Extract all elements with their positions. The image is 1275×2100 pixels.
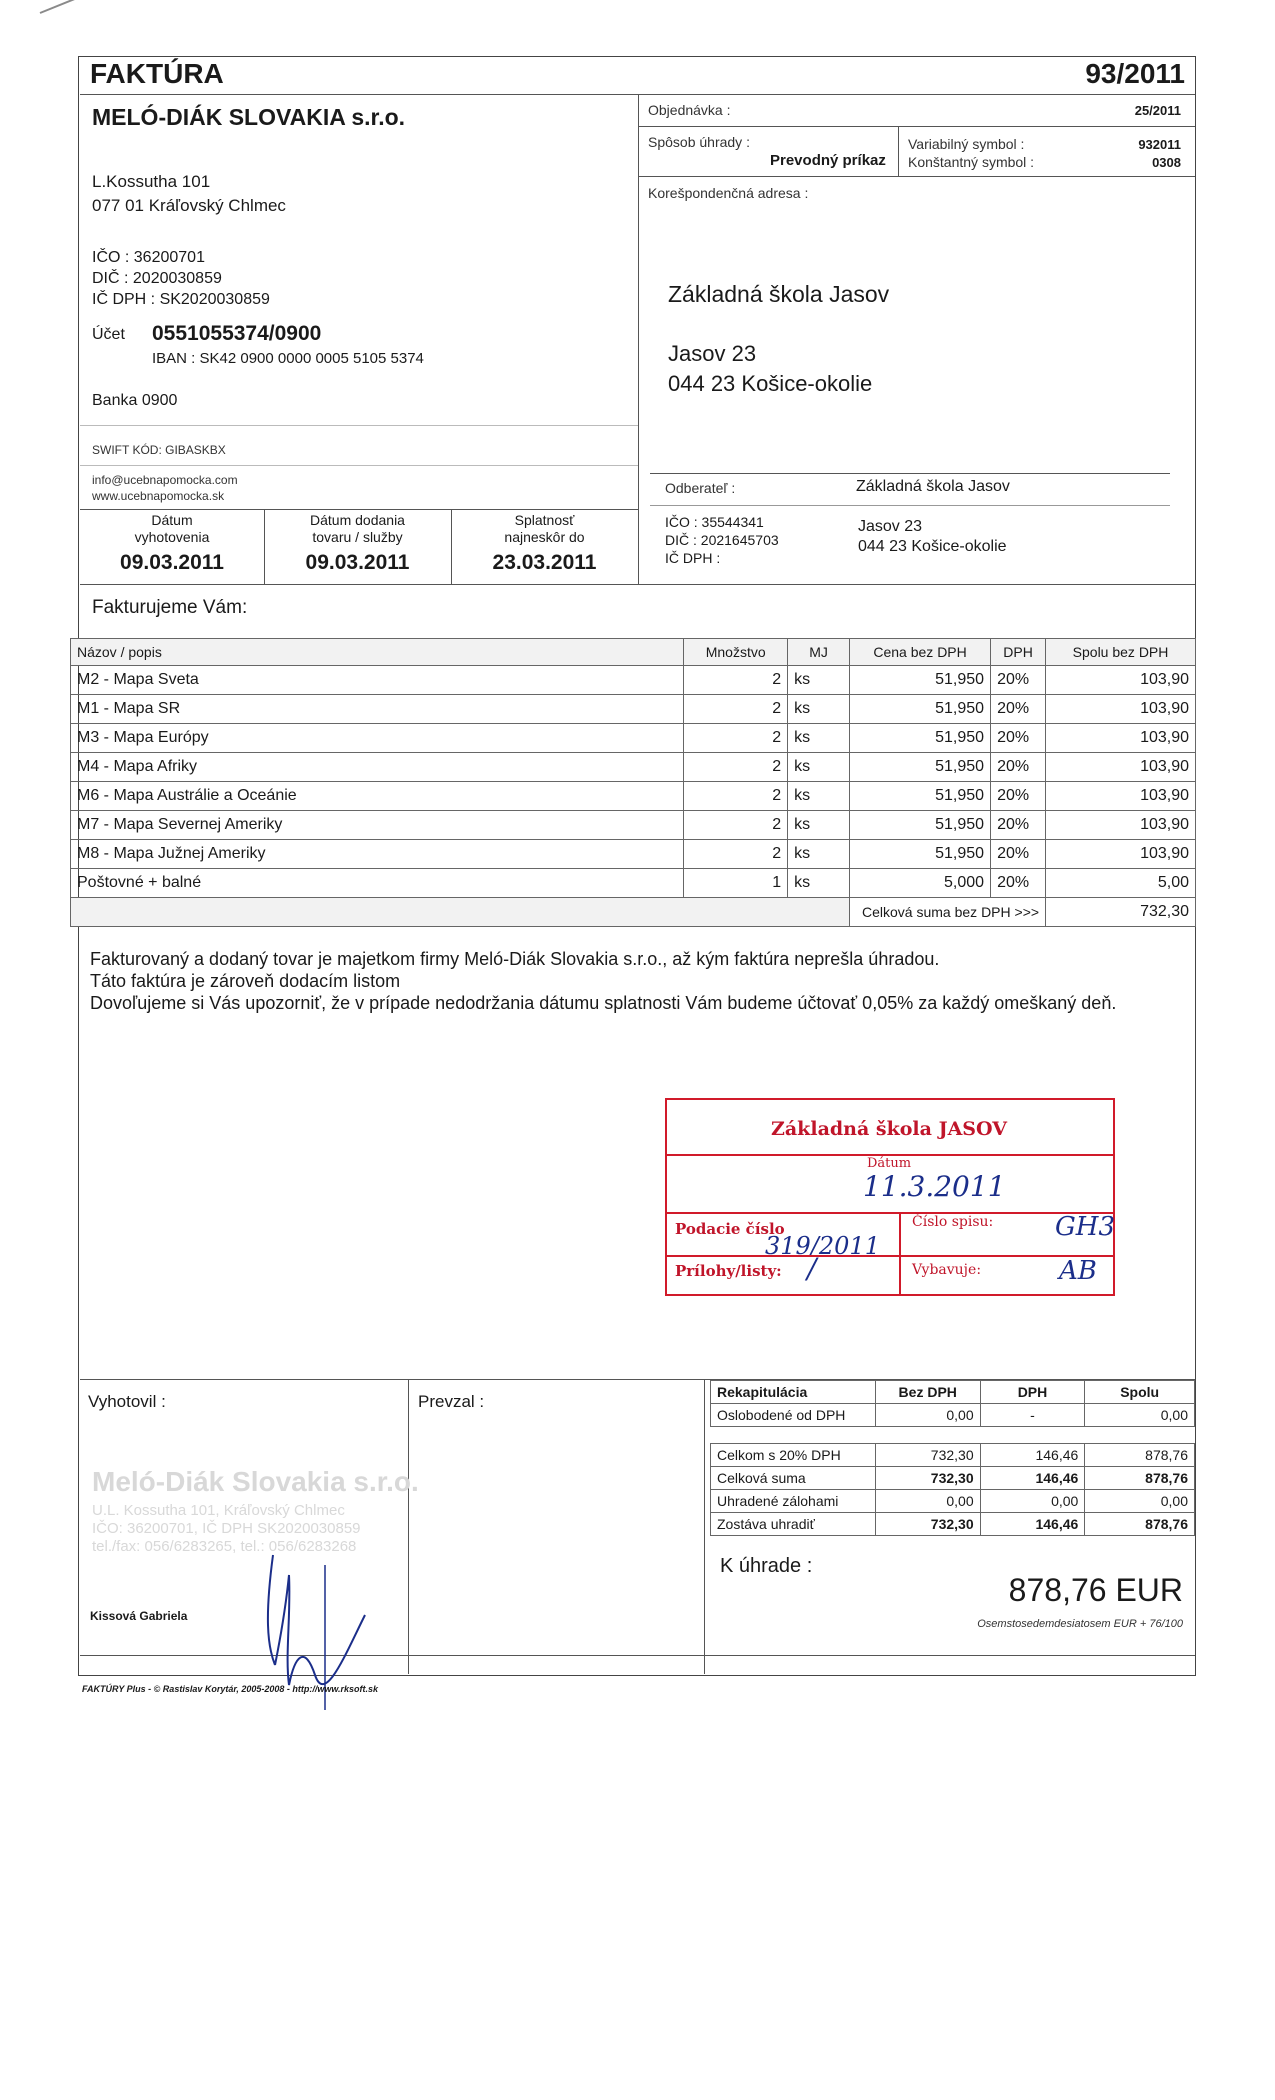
recap-cell: 0,00 <box>980 1490 1085 1513</box>
items-table <box>70 638 1196 927</box>
customer-dic: DIČ : 2021645703 <box>665 532 779 548</box>
stamp-attach-hand: / <box>807 1252 817 1285</box>
company-stamp-title: Meló-Diák Slovakia s.r.o. <box>92 1466 419 1497</box>
item-unit: ks <box>788 753 850 782</box>
order-label: Objednávka : <box>648 102 731 118</box>
recap-header: Bez DPH <box>875 1381 980 1404</box>
table-row <box>71 666 1196 695</box>
table-row <box>71 695 1196 724</box>
recap-cell: Zostáva uhradiť <box>711 1513 876 1536</box>
item-total: 103,90 <box>1046 782 1196 811</box>
var-symbol-value: 932011 <box>1138 137 1181 152</box>
item-unit: ks <box>788 724 850 753</box>
customer-label: Odberateľ : <box>665 480 736 496</box>
payment-value: Prevodný príkaz <box>770 152 886 169</box>
recap-header-row <box>711 1381 1195 1404</box>
table-row <box>71 840 1196 869</box>
payment-label: Spôsob úhrady : <box>648 134 750 150</box>
item-qty: 2 <box>684 666 788 695</box>
item-unit: ks <box>788 840 850 869</box>
col-header-vat: DPH <box>991 639 1046 666</box>
item-vat: 20% <box>991 666 1046 695</box>
item-price: 51,950 <box>850 724 991 753</box>
item-unit: ks <box>788 811 850 840</box>
recap-cell: 0,00 <box>875 1490 980 1513</box>
recap-row <box>711 1490 1195 1513</box>
const-symbol-value: 0308 <box>1152 155 1181 170</box>
correspondence-label: Korešpondenčná adresa : <box>648 185 809 201</box>
customer-ico: IČO : 35544341 <box>665 514 764 530</box>
order-value: 25/2011 <box>1134 103 1181 118</box>
recap-cell: Oslobodené od DPH <box>711 1404 876 1427</box>
divider <box>80 465 638 466</box>
recap-cell: - <box>980 1404 1085 1427</box>
supplier-street: L.Kossutha 101 <box>92 172 211 191</box>
table-row <box>71 753 1196 782</box>
stamp-school: Základná škola JASOV <box>771 1118 1007 1140</box>
recap-cell: Celková suma <box>711 1467 876 1490</box>
company-stamp-line: U.L. Kossutha 101, Kráľovský Chlmec <box>92 1502 345 1519</box>
item-qty: 2 <box>684 724 788 753</box>
item-qty: 2 <box>684 840 788 869</box>
item-total: 103,90 <box>1046 753 1196 782</box>
swift: SWIFT KÓD: GIBASKBX <box>92 443 226 457</box>
item-total: 103,90 <box>1046 695 1196 724</box>
items-total-value: 732,30 <box>1046 898 1196 927</box>
stamp-file-label: Číslo spisu: <box>912 1214 994 1230</box>
note-delivery: Táto faktúra je zároveň dodacím listom <box>90 971 401 991</box>
iban: IBAN : SK42 0900 0000 0005 5105 5374 <box>152 350 424 367</box>
customer-street: Jasov 23 <box>858 518 923 535</box>
item-qty: 2 <box>684 695 788 724</box>
item-unit: ks <box>788 666 850 695</box>
divider <box>80 509 638 510</box>
recap-cell: 146,46 <box>980 1444 1085 1467</box>
item-vat: 20% <box>991 724 1046 753</box>
divider <box>80 1655 1195 1656</box>
item-price: 51,950 <box>850 840 991 869</box>
item-price: 51,950 <box>850 811 991 840</box>
item-name: Poštovné + balné <box>71 869 684 898</box>
stamp-date-hand: 11.3.2011 <box>863 1170 1006 1203</box>
recap-header: Spolu <box>1085 1381 1195 1404</box>
note-ownership: Fakturovaný a dodaný tovar je majetkom firmy Meló-Diák Slovakia s.r.o., až kým faktúra neprešla úhradou. <box>90 949 940 969</box>
account-value: 0551055374/0900 <box>152 322 322 345</box>
divider <box>650 473 1170 474</box>
supplier-city: 077 01 Kráľovský Chlmec <box>92 196 286 215</box>
divider <box>650 505 1170 506</box>
scan-pen-mark <box>40 0 110 14</box>
item-price: 51,950 <box>850 753 991 782</box>
supplier-icdph: IČ DPH : SK2020030859 <box>92 291 270 308</box>
stamp-attach-label: Prílohy/listy: <box>675 1262 782 1280</box>
stamp-file-hand: GH3 <box>1055 1212 1115 1242</box>
col-header-price: Cena bez DPH <box>850 639 991 666</box>
recap-cell: 878,76 <box>1085 1467 1195 1490</box>
item-name: M8 - Mapa Južnej Ameriky <box>71 840 684 869</box>
recipient-street: Jasov 23 <box>668 341 757 366</box>
web: www.ucebnapomocka.sk <box>92 489 225 503</box>
item-total: 103,90 <box>1046 811 1196 840</box>
item-vat: 20% <box>991 869 1046 898</box>
divider <box>638 94 639 584</box>
divider <box>408 1379 409 1674</box>
intro-text: Fakturujeme Vám: <box>92 597 248 618</box>
bank: Banka 0900 <box>92 392 178 409</box>
issue-date-label: Dátum vyhotovenia <box>134 512 210 545</box>
divider <box>639 176 1195 177</box>
item-qty: 1 <box>684 869 788 898</box>
item-unit: ks <box>788 869 850 898</box>
item-name: M4 - Mapa Afriky <box>71 753 684 782</box>
item-total: 5,00 <box>1046 869 1196 898</box>
recap-header: DPH <box>980 1381 1085 1404</box>
due-date-label: Splatnosť najneskôr do <box>504 512 585 545</box>
item-vat: 20% <box>991 695 1046 724</box>
recap-cell: 0,00 <box>875 1404 980 1427</box>
company-stamp-line: IČO: 36200701, IČ DPH SK2020030859 <box>92 1520 361 1537</box>
item-name: M3 - Mapa Európy <box>71 724 684 753</box>
divider <box>639 126 1195 127</box>
divider <box>898 126 899 176</box>
issue-date-value: 09.03.2011 <box>120 551 224 574</box>
receipt-stamp <box>665 1098 1115 1296</box>
item-qty: 2 <box>684 753 788 782</box>
divider <box>80 425 638 426</box>
const-symbol-label: Konštantný symbol : <box>908 154 1035 170</box>
col-header-name: Názov / popis <box>71 639 684 666</box>
customer-icdph: IČ DPH : <box>665 550 721 566</box>
recap-header: Rekapitulácia <box>711 1381 876 1404</box>
recap-cell: 878,76 <box>1085 1513 1195 1536</box>
item-name: M7 - Mapa Severnej Ameriky <box>71 811 684 840</box>
stamp-reg-label: Podacie číslo <box>675 1220 785 1238</box>
recap-row <box>711 1444 1195 1467</box>
delivery-date-value: 09.03.2011 <box>305 551 410 574</box>
email: info@ucebnapomocka.com <box>92 473 238 487</box>
table-row <box>71 869 1196 898</box>
items-total-row <box>71 898 1196 927</box>
issued-by-name: Kissová Gabriela <box>90 1609 188 1623</box>
item-vat: 20% <box>991 811 1046 840</box>
recap-row <box>711 1467 1195 1490</box>
item-total: 103,90 <box>1046 840 1196 869</box>
item-unit: ks <box>788 782 850 811</box>
customer-city: 044 23 Košice-okolie <box>858 538 1007 555</box>
items-total-label: Celková suma bez DPH >>> <box>850 898 1046 927</box>
stamp-handled-label: Vybavuje: <box>912 1262 982 1278</box>
invoice-number: 93/2011 <box>1085 58 1185 89</box>
recipient-name: Základná škola Jasov <box>668 281 890 307</box>
recap-table <box>710 1380 1195 1536</box>
col-header-unit: MJ <box>788 639 850 666</box>
item-price: 5,000 <box>850 869 991 898</box>
recap-cell: Uhradené zálohami <box>711 1490 876 1513</box>
customer-name: Základná škola Jasov <box>856 478 1010 495</box>
issued-by-label: Vyhotovil : <box>88 1392 166 1411</box>
recap-cell: 146,46 <box>980 1513 1085 1536</box>
item-total: 103,90 <box>1046 666 1196 695</box>
item-name: M6 - Mapa Austrálie a Oceánie <box>71 782 684 811</box>
stamp-handled-hand: AB <box>1059 1256 1097 1286</box>
recap-cell: 146,46 <box>980 1467 1085 1490</box>
supplier-dic: DIČ : 2020030859 <box>92 270 222 287</box>
supplier-ico: IČO : 36200701 <box>92 249 205 266</box>
table-row <box>71 724 1196 753</box>
item-vat: 20% <box>991 753 1046 782</box>
item-name: M2 - Mapa Sveta <box>71 666 684 695</box>
stamp-date-label: Dátum <box>867 1156 912 1171</box>
account-label: Účet <box>92 326 125 343</box>
item-vat: 20% <box>991 782 1046 811</box>
recap-cell: 732,30 <box>875 1444 980 1467</box>
item-vat: 20% <box>991 840 1046 869</box>
pay-value: 878,76 EUR <box>1008 1572 1183 1608</box>
item-name: M1 - Mapa SR <box>71 695 684 724</box>
recap-cell: Celkom s 20% DPH <box>711 1444 876 1467</box>
table-row <box>71 811 1196 840</box>
recipient-city: 044 23 Košice-okolie <box>668 371 873 396</box>
supplier-name: MELÓ-DIÁK SLOVAKIA s.r.o. <box>92 104 406 130</box>
item-price: 51,950 <box>850 666 991 695</box>
company-stamp-line: tel./fax: 056/6283265, tel.: 056/6283268 <box>92 1538 357 1555</box>
note-penalty: Dovoľujeme si Vás upozorniť, že v prípade nedodržania dátumu splatnosti Vám budeme účtovať 0,05% za každý omeškaný deň. <box>90 993 1117 1013</box>
item-total: 103,90 <box>1046 724 1196 753</box>
pay-label: K úhrade : <box>720 1555 813 1577</box>
items-header-row <box>71 639 1196 666</box>
item-unit: ks <box>788 695 850 724</box>
recap-cell: 732,30 <box>875 1467 980 1490</box>
due-date-value: 23.03.2011 <box>492 551 597 574</box>
table-row <box>71 782 1196 811</box>
item-qty: 2 <box>684 811 788 840</box>
recap-cell: 0,00 <box>1085 1490 1195 1513</box>
invoice-title: FAKTÚRA <box>90 58 224 89</box>
software-credit: FAKTÚRY Plus - © Rastislav Korytár, 2005-2008 - http://www.rksoft.sk <box>82 1684 379 1694</box>
received-by-label: Prevzal : <box>418 1392 485 1411</box>
item-price: 51,950 <box>850 695 991 724</box>
item-price: 51,950 <box>850 782 991 811</box>
recap-row <box>711 1404 1195 1427</box>
col-header-total: Spolu bez DPH <box>1046 639 1196 666</box>
divider <box>704 1379 705 1674</box>
recap-cell: 878,76 <box>1085 1444 1195 1467</box>
stamp-reg-hand: 319/2011 <box>765 1232 880 1260</box>
pay-words: Osemstosedemdesiatosem EUR + 76/100 <box>977 1618 1183 1630</box>
recap-row <box>711 1513 1195 1536</box>
recap-cell: 732,30 <box>875 1513 980 1536</box>
var-symbol-label: Variabilný symbol : <box>908 136 1025 152</box>
recap-cell: 0,00 <box>1085 1404 1195 1427</box>
divider <box>80 584 1195 585</box>
item-qty: 2 <box>684 782 788 811</box>
delivery-date-label: Dátum dodania tovaru / služby <box>310 512 405 545</box>
col-header-qty: Množstvo <box>684 639 788 666</box>
